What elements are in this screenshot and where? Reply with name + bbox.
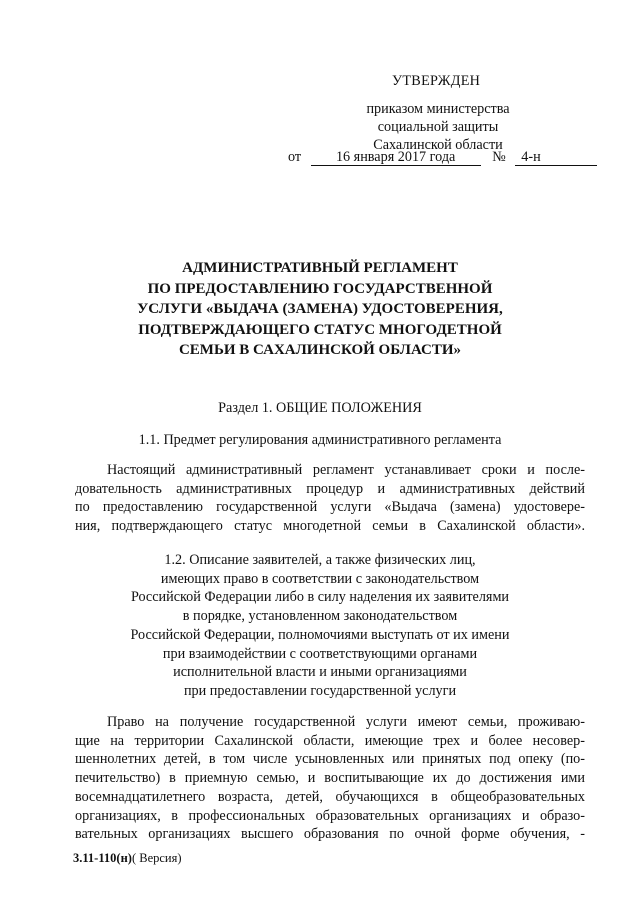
footer-document-code — [73, 851, 182, 866]
order-date: 16 января 2017 года — [311, 149, 481, 166]
paragraph-line: восемнадцатилетнего возраста, детей, обучающихся в общеобразовательных — [75, 788, 585, 805]
subsection-heading-line: при взаимодействии с соответствующими органами — [162, 645, 478, 662]
subsection-heading-line: Российской Федерации, полномочиями выступать от их имени — [130, 626, 510, 643]
paragraph-line: печительство) в приемную семью, и воспитывающие их до достижения ими — [75, 770, 585, 787]
approval-line: социальной защиты — [377, 119, 499, 135]
title-line: АДМИНИСТРАТИВНЫЙ РЕГЛАМЕНТ — [182, 260, 458, 276]
paragraph-line: по предоставлению государственной услуги «Выдача (замена) удостовере- — [75, 499, 585, 516]
order-number: 4-н — [515, 149, 597, 166]
approval-order-lines — [288, 100, 588, 154]
title-line: ПОДТВЕРЖДАЮЩЕГО СТАТУС МНОГОДЕТНОЙ — [138, 321, 502, 338]
title-line: УСЛУГИ «ВЫДАЧА (ЗАМЕНА) УДОСТОВЕРЕНИЯ, — [137, 301, 503, 317]
paragraph-line: организациях, в профессиональных образовательных организациях и образо- — [75, 807, 585, 824]
approved-stamp-text: УТВЕРЖДЕН — [392, 73, 481, 89]
section-heading: Раздел 1. ОБЩИЕ ПОЛОЖЕНИЯ — [218, 400, 422, 416]
paragraph-line: Настоящий административный регламент устанавливает сроки и после- — [107, 462, 585, 478]
paragraph-line: Право на получение государственной услуги имеют семьи, проживаю- — [107, 714, 585, 730]
subsection-heading-line: имеющих право в соответствии с законодательством — [160, 570, 480, 587]
order-date-number-line — [288, 148, 597, 166]
paragraph-1 — [75, 461, 585, 536]
subsection-heading-line: в порядке, установленном законодательством — [182, 608, 458, 625]
title-line: СЕМЬИ В САХАЛИНСКОЙ ОБЛАСТИ» — [178, 342, 462, 358]
number-label: № — [492, 149, 506, 165]
paragraph-line: шеннолетних детей, в том числе усыновленных или принятых под опеку (по- — [75, 751, 585, 768]
from-label: от — [288, 149, 302, 165]
paragraph-line: щие на территории Сахалинской области, имеющие трех и более несовер- — [75, 732, 585, 749]
paragraph-line: довательность административных процедур и административных действий — [75, 480, 585, 497]
subsection-heading-line: при предоставлении государственной услуги — [183, 682, 457, 699]
approval-line: Сахалинской области — [373, 137, 503, 153]
subsection-heading-line: Российской Федерации либо в силу наделения их заявителями — [130, 589, 510, 606]
document-version: ( Версия) — [131, 851, 182, 865]
subsection-heading-line: исполнительной власти и иными организациями — [173, 664, 467, 681]
paragraph-2 — [75, 713, 585, 844]
subsection-heading-1-2 — [0, 551, 640, 701]
document-title — [0, 258, 640, 361]
paragraph-line: вательных организациях высшего образования по очной форме обучения, - — [75, 826, 585, 843]
title-line: ПО ПРЕДОСТАВЛЕНИЮ ГОСУДАРСТВЕННОЙ — [147, 280, 493, 297]
document-code: 3.11-110(н) — [73, 851, 132, 865]
approval-line: приказом министерства — [366, 101, 510, 117]
paragraph-line: ния, подтверждающего статус многодетной семьи в Сахалинской области». — [75, 518, 585, 535]
subsection-heading-line: 1.2. Описание заявителей, а также физических лиц, — [164, 552, 476, 568]
subsection-heading-line: 1.1. Предмет регулирования административного регламента — [138, 432, 502, 448]
subsection-heading-1-1 — [0, 431, 640, 450]
